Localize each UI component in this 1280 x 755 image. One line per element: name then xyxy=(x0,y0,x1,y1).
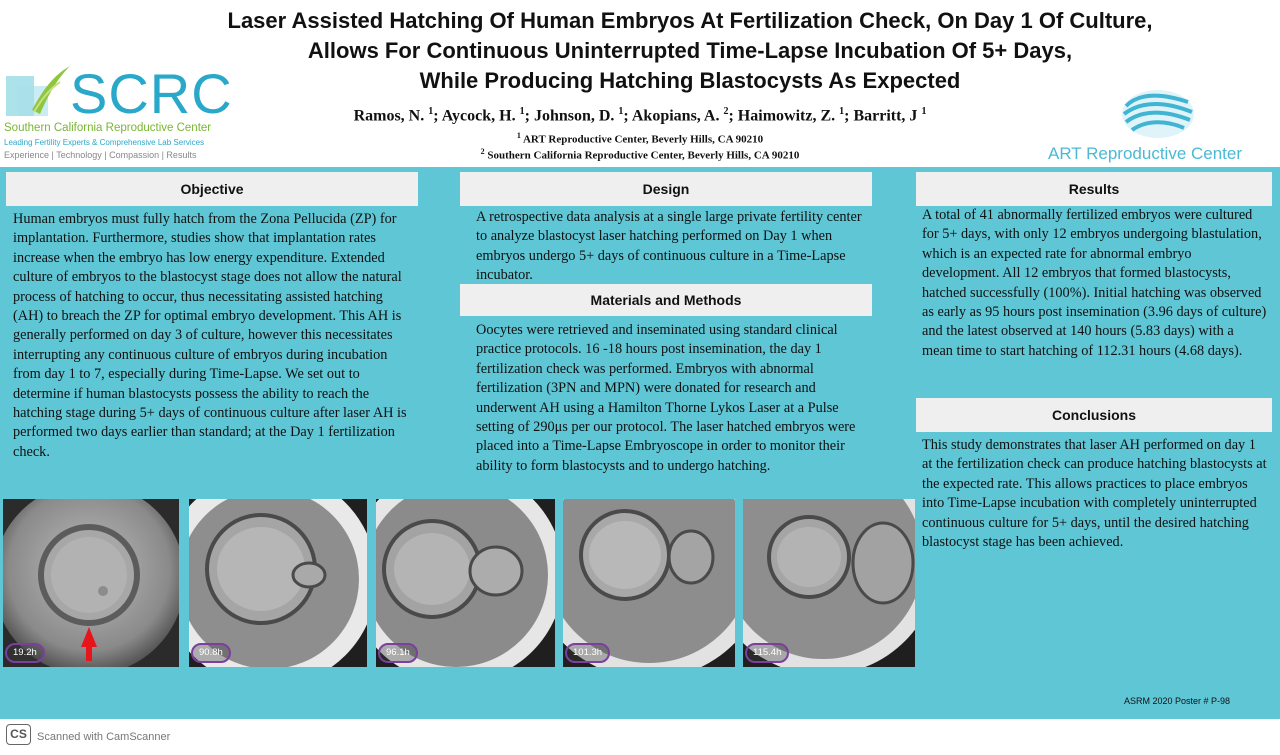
author-affil-sup: 1 xyxy=(921,106,927,117)
title-line-2: Allows For Continuous Uninterrupted Time-Lapse Incubation Of 5+ Days, xyxy=(307,38,1073,63)
author-affil-sup: 1 xyxy=(618,106,624,117)
results-text: A total of 41 abnormally fertilized embryos were cultured for 5+ days, with only 12 embryos undergoing blastulation, which is an expected rate for abnormal embryo development. All 12 embryos that formed blastocysts, hatched successfully (100%). Initial hatching was observed as early as 95 hours post insemination (3.96 days of culture) and the latest observed at 140 hours (5.83 days) with a mean time to start hatching of 112.31 hours (4.68 days). xyxy=(922,207,1267,359)
scanner-watermark-text: Scanned with CamScanner xyxy=(37,731,171,743)
methods-heading: Materials and Methods xyxy=(460,284,872,316)
time-badge: 96.1h xyxy=(378,643,418,663)
embryo-image-2 xyxy=(189,499,367,667)
affiliation-sup: 1 xyxy=(516,131,521,140)
scrc-subtitle: Leading Fertility Experts & Comprehensive Lab Services xyxy=(4,138,205,147)
camscanner-logo-icon: CS xyxy=(6,724,31,745)
wave-globe-icon xyxy=(1118,88,1198,140)
art-logo xyxy=(1040,88,1276,164)
author: Akopians, A. xyxy=(631,107,720,125)
author-list xyxy=(240,106,1040,125)
design-text: A retrospective data analysis at a single large private fertility center to analyze blastocyst laser hatching performed on Day 1 when embryos undergo 5+ days of continuous culture in a Time-Lapse incubator. xyxy=(476,209,862,284)
conclusions-heading: Conclusions xyxy=(916,398,1272,432)
author-affil-sup: 2 xyxy=(723,106,729,117)
author-sep: ; xyxy=(728,107,738,125)
poster-title xyxy=(130,6,1250,96)
title-line-1: Laser Assisted Hatching Of Human Embryos At Fertilization Check, On Day 1 Of Culture, xyxy=(227,8,1153,33)
affiliation-text: ART Reproductive Center, Beverly Hills, CA 90210 xyxy=(522,133,764,146)
affiliation-1 xyxy=(240,131,1040,146)
objective-heading: Objective xyxy=(6,172,418,206)
embryo-image-3 xyxy=(376,499,555,667)
affiliation-text: Southern California Reproductive Center, Beverly Hills, CA 90210 xyxy=(487,149,800,162)
results-heading: Results xyxy=(916,172,1272,206)
author: Barritt, J xyxy=(853,107,918,125)
author-sep: ; xyxy=(433,107,442,125)
author-affil-sup: 1 xyxy=(519,106,525,117)
author: Ramos, N. xyxy=(353,107,425,125)
design-heading: Design xyxy=(460,172,872,206)
conclusions-text: This study demonstrates that laser AH performed on day 1 at the fertilization check can produce hatching blastocysts at the expected rate. This allows practices to place embryos into Time-Lapse incubation with completely uninterrupted continuous culture for 5+ days, until the desired hatching blastocyst stage has been achieved. xyxy=(922,437,1267,551)
leaf-swoosh-icon xyxy=(4,62,74,122)
embryo-micrograph xyxy=(376,499,555,667)
embryo-micrograph xyxy=(563,499,735,667)
poster-number: ASRM 2020 Poster # P-98 xyxy=(1124,696,1231,706)
embryo-micrograph xyxy=(3,499,179,667)
embryo-image-5 xyxy=(743,499,915,667)
embryo-image-1 xyxy=(3,499,179,667)
scanner-footer xyxy=(0,719,1280,755)
affiliation-sup: 2 xyxy=(480,147,485,156)
methods-text: Oocytes were retrieved and inseminated using standard clinical practice protocols. 16 -18 hours post insemination, the day 1 fertilization check was performed. Embryos with abnormal fertilization (3PN and MPN) were donated for research and underwent AH using a Hamilton Thorne Lykos Laser at a Pulse setting of 290μs per our protocol. The laser hatched embryos were placed into a Time-Lapse Embryoscope in order to monitor their ability to form blastocysts and to undergo hatching. xyxy=(476,322,856,474)
time-badge: 115.4h xyxy=(745,643,789,663)
scrc-values: Experience | Technology | Compassion | Results xyxy=(4,150,197,160)
time-badge: 90.8h xyxy=(191,643,231,663)
author: Haimowitz, Z. xyxy=(737,107,836,125)
embryo-image-4 xyxy=(563,499,735,667)
affiliation-2 xyxy=(240,147,1040,162)
scrc-logo xyxy=(4,62,240,162)
poster-body xyxy=(0,167,1280,719)
author-affil-sup: 1 xyxy=(428,106,434,117)
embryo-micrograph xyxy=(189,499,367,667)
time-badge: 19.2h xyxy=(5,643,45,663)
author-sep: ; xyxy=(524,107,534,125)
embryo-micrograph xyxy=(743,499,915,667)
poster-header xyxy=(0,0,1280,167)
scrc-wordmark: SCRC xyxy=(70,62,233,125)
objective-text: Human embryos must fully hatch from the Zona Pellucida (ZP) for implantation. Furthermore, studies show that implantation rates increase when the embryo has low energy expenditure. Extended culture of embryos to the blastocyst stage does not allow the natural process of hatching to occur, thus necessitating assisted hatching (AH) to breach the ZP for optimal embryo development. This AH is generally performed on day 3 of culture, however this necessitates interrupting any continuous culture of embryos during incubation from day 1 to 7, especially during Time-Lapse. We set out to determine if human blastocysts possess the ability to reach the hatching stage during 5+ days of continuous culture after laser AH is performed two days earlier than standard; at the Day 1 fertilization check. xyxy=(13,211,407,460)
author: Aycock, H. xyxy=(441,107,516,125)
time-badge: 101.3h xyxy=(565,643,610,663)
author-affil-sup: 1 xyxy=(839,106,845,117)
art-wordmark: ART Reproductive Center xyxy=(1048,144,1243,163)
title-line-3: While Producing Hatching Blastocysts As Expected xyxy=(419,68,961,93)
scrc-tagline: Southern California Reproductive Center xyxy=(4,122,212,134)
author: Johnson, D. xyxy=(533,107,615,125)
author-sep: ; xyxy=(623,107,632,125)
author-sep: ; xyxy=(844,107,854,125)
